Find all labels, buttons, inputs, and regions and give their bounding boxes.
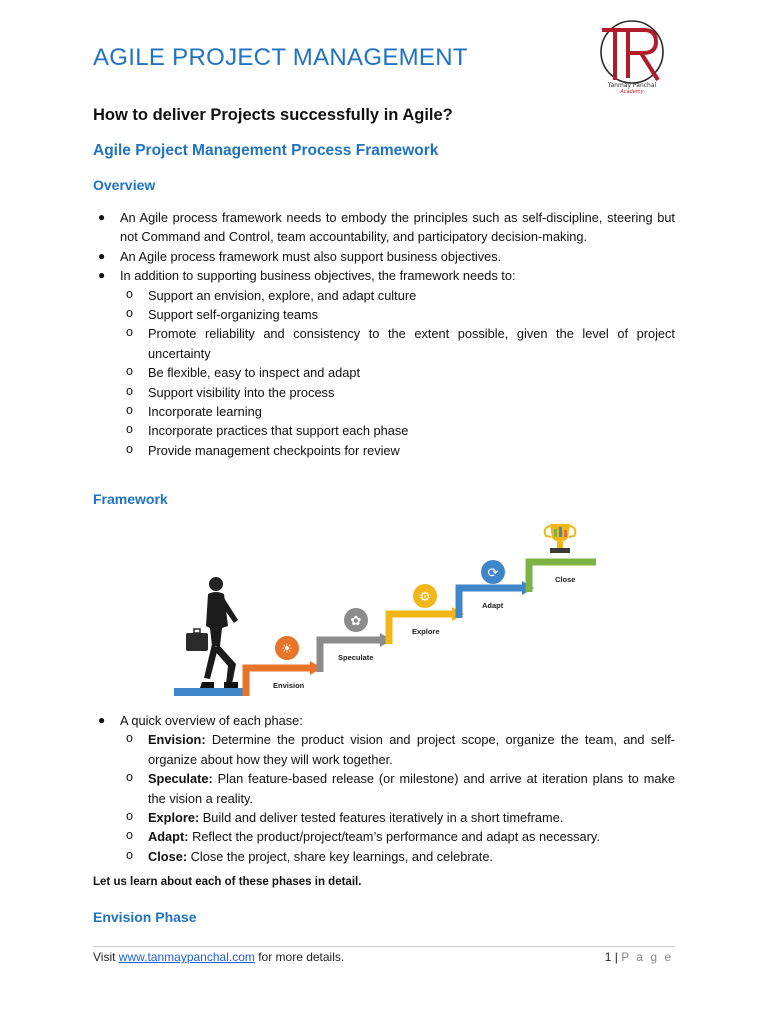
trophy-icon [545, 524, 576, 553]
step-close [529, 524, 596, 592]
logo-text-name: Tanmay Panchal [607, 82, 657, 89]
step-speculate [320, 608, 392, 672]
brain-icon: ✿ [350, 614, 362, 629]
step-adapt [459, 560, 534, 618]
circle-bullet-icon: o [126, 770, 133, 785]
page-number: 1 | P a g e [604, 950, 673, 964]
step-label: Close [555, 575, 576, 584]
closing-note: Let us learn about each of these phases in detail. [93, 876, 362, 888]
circle-bullet-icon: o [126, 441, 133, 456]
circle-bullet-icon: o [126, 383, 133, 398]
overview-list [0, 208, 768, 460]
phase-item-adapt: o Adapt: Reflect the product/project/team’s performance and adapt as necessary. [126, 828, 600, 845]
overview-heading: Overview [93, 177, 156, 193]
phase-item-speculate: o Speculate: Plan feature-based release (or milestone) and arrive at iteration plans to make the vision a reality. [126, 770, 675, 806]
circle-bullet-icon: o [126, 847, 133, 862]
circle-bullet-icon: o [126, 325, 133, 340]
circle-bullet-icon: o [126, 731, 133, 746]
sub-list-item: o Support visibility into the process [126, 383, 335, 400]
document-title: AGILE PROJECT MANAGEMENT [93, 44, 468, 71]
list-item: ● A quick overview of each phase: [0, 711, 768, 730]
bullet-icon: ● [98, 210, 106, 224]
sub-list-item: o Support self-organizing teams [126, 306, 319, 323]
gears-icon: ⚙ [419, 590, 431, 605]
sub-list-item: o Provide management checkpoints for review [126, 441, 400, 458]
circle-bullet-icon: o [126, 306, 133, 321]
bullet-icon: ● [98, 248, 106, 263]
circle-bullet-icon: o [126, 364, 133, 379]
list-item: ● In addition to supporting business objectives, the framework needs to: [0, 266, 768, 285]
sub-list-item: o Support an envision, explore, and adapt culture [126, 286, 417, 303]
phase-item-close: o Close: Close the project, share key learnings, and celebrate. [126, 847, 493, 864]
bullet-icon: ● [98, 268, 106, 283]
section-heading: Agile Project Management Process Framework [93, 142, 439, 159]
sub-list-item: o Incorporate practices that support each phase [126, 422, 409, 439]
businessman-icon [186, 577, 238, 688]
base-step [174, 688, 248, 696]
sub-list-item: o Promote reliability and consistency to the extent possible, given the level of project uncertainty [126, 325, 675, 361]
circle-bullet-icon: o [126, 286, 133, 301]
lightbulb-icon: ☀ [281, 642, 293, 657]
list-item: ● An Agile process framework must also support business objectives. [0, 247, 768, 266]
phases-list [0, 711, 768, 866]
step-label: Speculate [338, 653, 374, 662]
step-explore [389, 584, 464, 644]
framework-staircase-diagram [172, 516, 604, 706]
envision-phase-heading: Envision Phase [93, 909, 197, 925]
footer-divider [93, 946, 675, 947]
phase-item-explore: o Explore: Build and deliver tested features iteratively in a short timeframe. [126, 809, 564, 826]
question-heading: How to deliver Projects successfully in Agile? [93, 106, 453, 124]
cycle-icon: ⟳ [487, 566, 499, 581]
sub-list-item: o Incorporate learning [126, 403, 262, 420]
circle-bullet-icon: o [126, 828, 133, 843]
step-label: Explore [412, 627, 440, 636]
step-label: Envision [273, 681, 305, 690]
framework-heading: Framework [93, 491, 168, 507]
bullet-icon: ● [98, 713, 106, 727]
logo-text-academy: Academy [620, 89, 644, 94]
circle-bullet-icon: o [126, 403, 133, 418]
website-link[interactable]: www.tanmaypanchal.com [118, 950, 255, 964]
academy-logo [592, 18, 672, 94]
circle-bullet-icon: o [126, 809, 133, 824]
sub-list-item: o Be flexible, easy to inspect and adapt [126, 364, 360, 381]
step-label: Adapt [482, 601, 504, 610]
step-envision [246, 636, 322, 696]
list-item: ● An Agile process framework needs to embody the principles such as self-discipline, steering but not Command and Control, team accountability, and participatory decision-making. [98, 210, 675, 245]
footer-text: Visit www.tanmaypanchal.com for more details. [93, 950, 345, 964]
phase-item-envision: o Envision: Determine the product vision and project scope, organize the team, and self-organize about how they will work together. [126, 731, 675, 767]
circle-bullet-icon: o [126, 422, 133, 437]
